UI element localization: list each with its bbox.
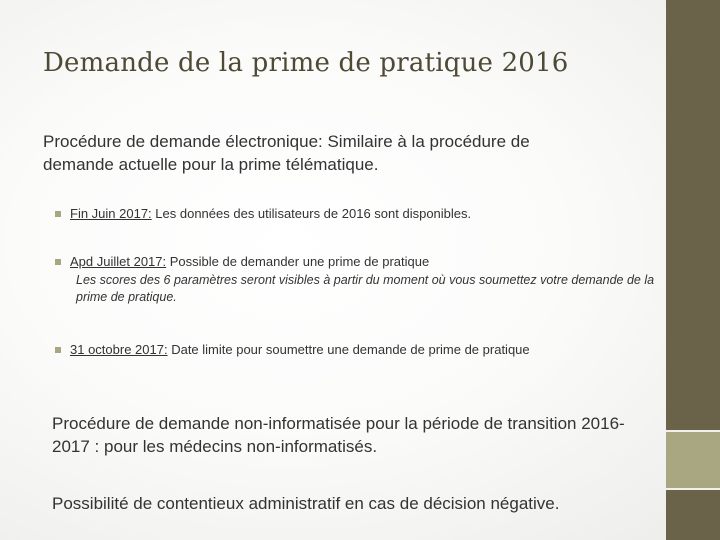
transition-paragraph: Procédure de demande non-informatisée pour la période de transition 2016-2017 : pour les médecins non-informatisés. xyxy=(52,414,625,456)
bullet-subtext: Les scores des 6 paramètres seront visibles à partir du moment où vous soumettez votre demande de la prime de pratique. xyxy=(76,273,655,304)
bullet-date: Fin Juin 2017: xyxy=(70,206,152,221)
contentieux-paragraph: Possibilité de contentieux administratif en cas de décision négative. xyxy=(52,494,560,513)
bullet-item xyxy=(55,253,655,306)
side-decoration-bar xyxy=(666,0,720,540)
bullet-date: Apd Juillet 2017: xyxy=(70,254,167,269)
bullet-square-icon xyxy=(55,347,61,353)
divider xyxy=(666,488,720,490)
bullet-text: Date limite pour soumettre une demande de prime de pratique xyxy=(171,342,530,357)
bullet-item xyxy=(55,341,655,359)
bullet-item xyxy=(55,205,655,223)
bullet-square-icon xyxy=(55,211,61,217)
bullet-date: 31 octobre 2017: xyxy=(70,342,168,357)
intro-paragraph: Procédure de demande électronique: Similaire à la procédure de demande actuelle pour la prime télématique. xyxy=(43,132,530,174)
slide-title: Demande de la prime de pratique 2016 xyxy=(43,48,569,78)
bullet-text: Possible de demander une prime de pratique xyxy=(169,254,430,269)
side-accent-block xyxy=(666,432,720,488)
bullet-square-icon xyxy=(55,259,61,265)
bullet-text: Les données des utilisateurs de 2016 sont disponibles. xyxy=(155,206,472,221)
